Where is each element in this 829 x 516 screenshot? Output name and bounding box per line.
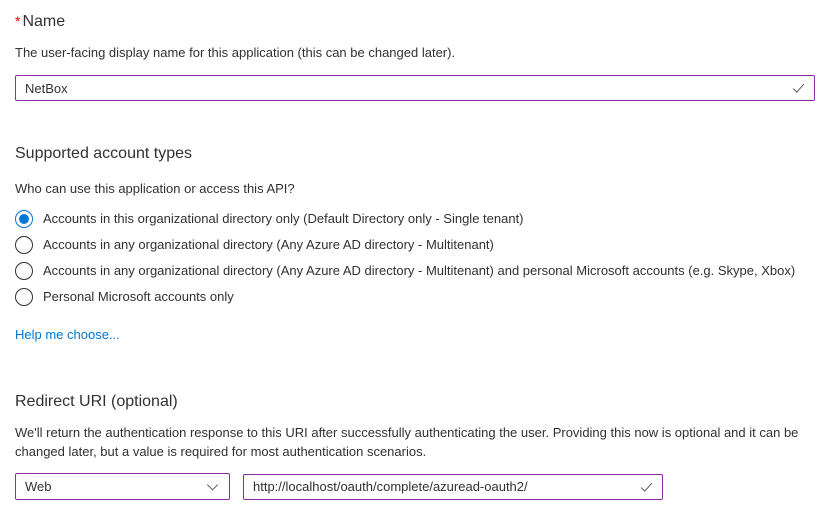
name-field-label: Name — [22, 13, 66, 30]
radio-label: Accounts in any organizational directory (Any Azure AD directory - Multitenant) — [43, 237, 494, 252]
name-field-heading — [15, 11, 815, 32]
account-types-radio-group — [15, 206, 815, 310]
name-field-description: The user-facing display name for this application (this can be changed later). — [15, 45, 456, 60]
radio-button-icon[interactable] — [15, 210, 33, 228]
radio-button-icon[interactable] — [15, 262, 33, 280]
name-input[interactable] — [15, 75, 815, 101]
radio-personal-only[interactable] — [15, 284, 815, 310]
name-section — [15, 11, 815, 101]
redirect-uri-row — [15, 473, 815, 500]
radio-multitenant[interactable] — [15, 232, 815, 258]
required-asterisk: * — [15, 13, 21, 29]
redirect-uri-section — [15, 392, 815, 500]
supported-account-types-heading: Supported account types — [15, 145, 193, 162]
radio-button-icon[interactable] — [15, 288, 33, 306]
redirect-uri-input[interactable] — [243, 474, 663, 500]
name-input-wrap — [15, 75, 815, 101]
platform-select[interactable] — [15, 473, 230, 500]
radio-multitenant-personal[interactable] — [15, 258, 815, 284]
radio-label: Personal Microsoft accounts only — [43, 289, 234, 304]
radio-button-icon[interactable] — [15, 236, 33, 254]
platform-select-value: Web — [25, 479, 52, 494]
chevron-down-icon — [205, 479, 220, 494]
redirect-uri-description: We'll return the authentication response to this URI after successfully authenticating the user. Providing this now is optional and it can be changed later, but a value is required for most authentication scenarios. — [15, 425, 799, 459]
account-types-question: Who can use this application or access this API? — [15, 181, 295, 196]
redirect-uri-heading: Redirect URI (optional) — [15, 393, 178, 410]
help-me-choose-link[interactable]: Help me choose... — [15, 327, 120, 342]
radio-single-tenant[interactable] — [15, 206, 815, 232]
supported-account-types-section — [15, 144, 815, 344]
radio-label: Accounts in any organizational directory (Any Azure AD directory - Multitenant) and personal Microsoft accounts (e.g. Skype, Xbox) — [43, 263, 796, 278]
redirect-uri-input-wrap — [243, 474, 663, 500]
radio-label: Accounts in this organizational directory only (Default Directory only - Single tenant) — [43, 211, 524, 226]
